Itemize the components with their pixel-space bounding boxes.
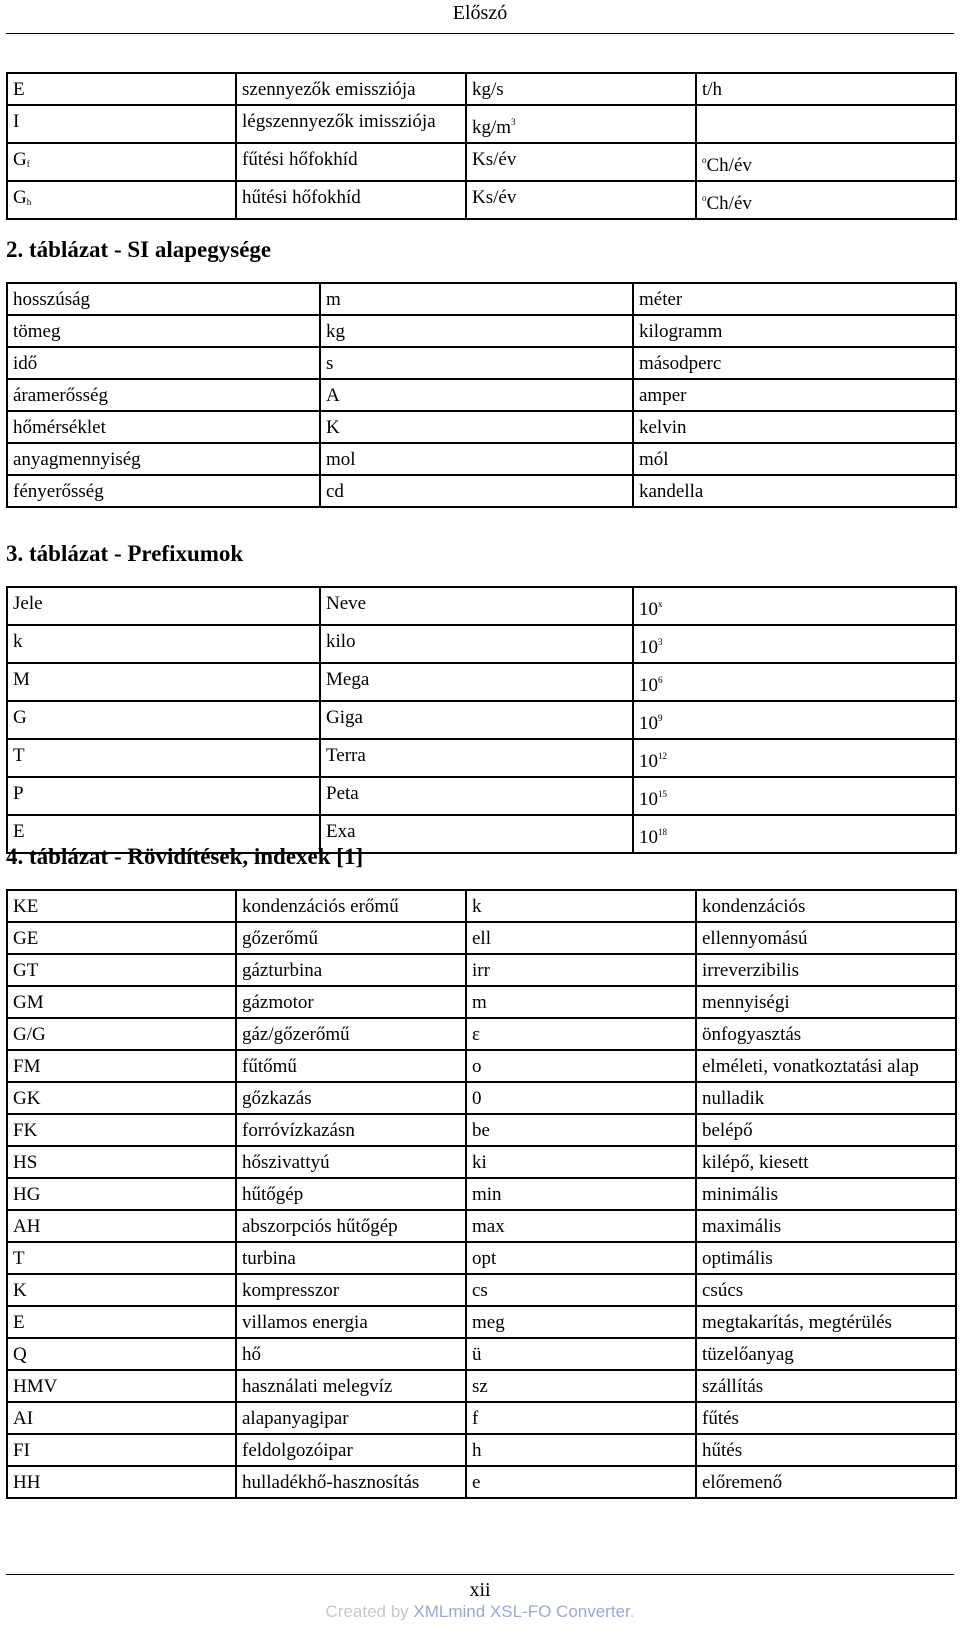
- table-cell: tüzelőanyag: [696, 1338, 956, 1370]
- table-cell: m: [320, 283, 633, 315]
- table-cell: tömeg: [7, 315, 320, 347]
- table-cell: hulladékhő-hasznosítás: [236, 1466, 466, 1498]
- abbreviations-table: [6, 889, 957, 1499]
- table-cell: hűtőgép: [236, 1178, 466, 1210]
- table-title: 3. táblázat - Prefixumok: [6, 541, 244, 566]
- table-cell: E: [7, 1306, 236, 1338]
- table-cell: K: [7, 1274, 236, 1306]
- table-cell: [696, 181, 956, 219]
- table-cell: kilogramm: [633, 315, 956, 347]
- table-row: [7, 443, 956, 475]
- table-cell: hűtési hőfokhíd: [236, 181, 466, 219]
- table-cell: G: [7, 701, 320, 739]
- exponent: 12: [658, 751, 667, 761]
- table-row: [7, 1434, 956, 1466]
- table-row: [7, 1274, 956, 1306]
- table-cell: csúcs: [696, 1274, 956, 1306]
- unit-text: kg/m: [472, 117, 512, 138]
- table-row: [7, 143, 956, 181]
- table-row: [7, 1402, 956, 1434]
- table-cell: max: [466, 1210, 696, 1242]
- table-row: [7, 1338, 956, 1370]
- subscript: h: [26, 197, 32, 207]
- symbol-text: G: [13, 149, 27, 170]
- table-row: [7, 105, 956, 143]
- table-row: [7, 1210, 956, 1242]
- table-cell: mol: [320, 443, 633, 475]
- subscript: f: [26, 159, 30, 169]
- table-cell: [633, 701, 956, 739]
- exponent: 6: [658, 675, 663, 685]
- table-cell: gázturbina: [236, 954, 466, 986]
- unit-text: Ch/év: [706, 193, 752, 214]
- table-cell: abszorpciós hűtőgép: [236, 1210, 466, 1242]
- table-row: [7, 1370, 956, 1402]
- table-row: [7, 701, 956, 739]
- table-cell: légszennyezők imissziója: [236, 105, 466, 143]
- table-cell: ü: [466, 1338, 696, 1370]
- table-cell: o: [466, 1050, 696, 1082]
- table-cell: [466, 105, 696, 143]
- table-cell: P: [7, 777, 320, 815]
- table-cell: FI: [7, 1434, 236, 1466]
- table-row: [7, 1306, 956, 1338]
- table-row: [7, 986, 956, 1018]
- converter-watermark: [0, 1602, 960, 1622]
- table-cell: Terra: [320, 739, 633, 777]
- table-cell: szállítás: [696, 1370, 956, 1402]
- table-cell: T: [7, 739, 320, 777]
- degree-mark: o: [702, 155, 707, 165]
- table-cell: E: [7, 815, 320, 853]
- exponent: 15: [658, 789, 667, 799]
- table-cell: opt: [466, 1242, 696, 1274]
- table-cell: forróvízkazásn: [236, 1114, 466, 1146]
- table-cell: [633, 663, 956, 701]
- table-cell: hőszivattyú: [236, 1146, 466, 1178]
- table-row: [7, 954, 956, 986]
- table-row: [7, 1178, 956, 1210]
- table-row: [7, 475, 956, 507]
- table-row: [7, 411, 956, 443]
- table-cell: kelvin: [633, 411, 956, 443]
- table-cell: [633, 777, 956, 815]
- table-cell: előremenő: [696, 1466, 956, 1498]
- table-cell: GE: [7, 922, 236, 954]
- watermark-suffix: .: [629, 1602, 635, 1621]
- table-row: [7, 1114, 956, 1146]
- table-cell: fűtési hőfokhíd: [236, 143, 466, 181]
- table-row: [7, 1018, 956, 1050]
- table-cell: GK: [7, 1082, 236, 1114]
- table-cell: ki: [466, 1146, 696, 1178]
- table-cell: kondenzációs: [696, 890, 956, 922]
- table-cell: ε: [466, 1018, 696, 1050]
- table-cell: [633, 739, 956, 777]
- table-cell: fényerősség: [7, 475, 320, 507]
- table-cell: idő: [7, 347, 320, 379]
- table-cell: k: [7, 625, 320, 663]
- symbols-table: [6, 72, 957, 220]
- table-cell: Peta: [320, 777, 633, 815]
- table-cell: cs: [466, 1274, 696, 1306]
- table-row: [7, 777, 956, 815]
- table-cell: [7, 143, 236, 181]
- watermark-brand: XMLmind XSL-FO Converter: [413, 1602, 630, 1621]
- table-cell: gőzkazás: [236, 1082, 466, 1114]
- table-cell: h: [466, 1434, 696, 1466]
- table-cell: alapanyagipar: [236, 1402, 466, 1434]
- superscript: 3: [511, 117, 516, 127]
- table-row: [7, 890, 956, 922]
- table-cell: ellennyomású: [696, 922, 956, 954]
- table-cell: szennyezők emissziója: [236, 73, 466, 105]
- table-cell: kondenzációs erőmű: [236, 890, 466, 922]
- table-cell: HMV: [7, 1370, 236, 1402]
- table-cell: gázmotor: [236, 986, 466, 1018]
- table-row: [7, 1466, 956, 1498]
- table-cell: [633, 625, 956, 663]
- table-cell: gőzerőmű: [236, 922, 466, 954]
- table-cell: [633, 587, 956, 625]
- table-row: [7, 1242, 956, 1274]
- table-cell: Q: [7, 1338, 236, 1370]
- table-cell: maximális: [696, 1210, 956, 1242]
- power-base: 10: [639, 827, 658, 848]
- table-cell: hő: [236, 1338, 466, 1370]
- table-cell: kompresszor: [236, 1274, 466, 1306]
- table-cell: kg: [320, 315, 633, 347]
- footer-rule: [6, 1574, 954, 1575]
- table-cell: turbina: [236, 1242, 466, 1274]
- exponent: x: [658, 599, 663, 609]
- table-cell: be: [466, 1114, 696, 1146]
- table-cell: anyagmennyiség: [7, 443, 320, 475]
- table-cell: ell: [466, 922, 696, 954]
- table-cell: fűtés: [696, 1402, 956, 1434]
- power-base: 10: [639, 751, 658, 772]
- power-base: 10: [639, 637, 658, 658]
- table-row: [7, 1146, 956, 1178]
- table-row: [7, 73, 956, 105]
- table-cell: HG: [7, 1178, 236, 1210]
- table-cell: irr: [466, 954, 696, 986]
- table-cell: GM: [7, 986, 236, 1018]
- table-row: [7, 315, 956, 347]
- table-cell: HH: [7, 1466, 236, 1498]
- table-cell: k: [466, 890, 696, 922]
- table-cell: [7, 181, 236, 219]
- table-cell: meg: [466, 1306, 696, 1338]
- table-cell: mennyiségi: [696, 986, 956, 1018]
- table-cell: 0: [466, 1082, 696, 1114]
- table-row: [7, 625, 956, 663]
- table-cell: Ks/év: [466, 181, 696, 219]
- table-row: [7, 1082, 956, 1114]
- table-cell: f: [466, 1402, 696, 1434]
- table-cell: amper: [633, 379, 956, 411]
- table-row: [7, 379, 956, 411]
- table-cell: t/h: [696, 73, 956, 105]
- prefixes-table: [6, 586, 957, 854]
- table-cell: Giga: [320, 701, 633, 739]
- table-cell: KE: [7, 890, 236, 922]
- degree-mark: o: [702, 193, 707, 203]
- table-cell: hőmérséklet: [7, 411, 320, 443]
- table-cell: [696, 105, 956, 143]
- table-cell: Neve: [320, 587, 633, 625]
- table-cell: E: [7, 73, 236, 105]
- table-cell: I: [7, 105, 236, 143]
- table-cell: optimális: [696, 1242, 956, 1274]
- table-cell: használati melegvíz: [236, 1370, 466, 1402]
- table-cell: kandella: [633, 475, 956, 507]
- table-cell: méter: [633, 283, 956, 315]
- header-rule: [6, 33, 954, 34]
- table-cell: T: [7, 1242, 236, 1274]
- table-cell: villamos energia: [236, 1306, 466, 1338]
- table-cell: min: [466, 1178, 696, 1210]
- exponent: 18: [658, 827, 667, 837]
- exponent: 3: [658, 637, 663, 647]
- table-row: [7, 347, 956, 379]
- table-cell: irreverzibilis: [696, 954, 956, 986]
- table-cell: hosszúság: [7, 283, 320, 315]
- table-cell: hűtés: [696, 1434, 956, 1466]
- table-cell: A: [320, 379, 633, 411]
- table-cell: Mega: [320, 663, 633, 701]
- table-cell: feldolgozóipar: [236, 1434, 466, 1466]
- table-cell: mól: [633, 443, 956, 475]
- table-row: [7, 587, 956, 625]
- symbol-text: G: [13, 187, 27, 208]
- table-cell: Jele: [7, 587, 320, 625]
- table-cell: gáz/gőzerőmű: [236, 1018, 466, 1050]
- table-cell: fűtőmű: [236, 1050, 466, 1082]
- table-cell: áramerősség: [7, 379, 320, 411]
- page-number: xii: [469, 1579, 491, 1601]
- power-base: 10: [639, 713, 658, 734]
- table-cell: M: [7, 663, 320, 701]
- table-cell: FM: [7, 1050, 236, 1082]
- table-cell: másodperc: [633, 347, 956, 379]
- table-cell: K: [320, 411, 633, 443]
- table-cell: sz: [466, 1370, 696, 1402]
- table-cell: Ks/év: [466, 143, 696, 181]
- table-cell: FK: [7, 1114, 236, 1146]
- watermark-prefix: Created by: [325, 1602, 414, 1621]
- table-cell: AI: [7, 1402, 236, 1434]
- running-header: Előszó: [452, 2, 508, 24]
- table-cell: nulladik: [696, 1082, 956, 1114]
- table-cell: elméleti, vonatkoztatási alap: [696, 1050, 956, 1082]
- power-base: 10: [639, 675, 658, 696]
- table-cell: Exa: [320, 815, 633, 853]
- power-base: 10: [639, 789, 658, 810]
- table-cell: önfogyasztás: [696, 1018, 956, 1050]
- table-cell: [696, 143, 956, 181]
- table-cell: e: [466, 1466, 696, 1498]
- table-cell: [633, 815, 956, 853]
- si-units-table: [6, 282, 957, 508]
- table-row: [7, 1050, 956, 1082]
- table-cell: kilo: [320, 625, 633, 663]
- table-row: [7, 922, 956, 954]
- power-base: 10: [639, 599, 658, 620]
- table-cell: AH: [7, 1210, 236, 1242]
- table-cell: GT: [7, 954, 236, 986]
- table-title: 2. táblázat - SI alapegysége: [6, 237, 272, 262]
- table-cell: HS: [7, 1146, 236, 1178]
- table-cell: megtakarítás, megtérülés: [696, 1306, 956, 1338]
- table-cell: kg/s: [466, 73, 696, 105]
- unit-text: Ch/év: [706, 155, 752, 176]
- table-cell: cd: [320, 475, 633, 507]
- table-title: 4. táblázat - Rövidítések, indexek [1]: [6, 844, 364, 869]
- table-cell: m: [466, 986, 696, 1018]
- table-cell: belépő: [696, 1114, 956, 1146]
- table-cell: G/G: [7, 1018, 236, 1050]
- table-row: [7, 283, 956, 315]
- table-cell: kilépő, kiesett: [696, 1146, 956, 1178]
- table-cell: s: [320, 347, 633, 379]
- table-row: [7, 663, 956, 701]
- table-row: [7, 739, 956, 777]
- exponent: 9: [658, 713, 663, 723]
- table-cell: minimális: [696, 1178, 956, 1210]
- table-row: [7, 181, 956, 219]
